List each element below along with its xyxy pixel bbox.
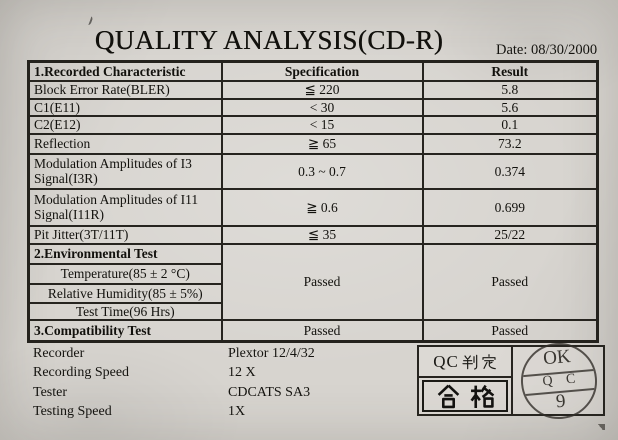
seal-middle-text: Q C (541, 371, 581, 390)
qc-judgement-box (417, 345, 605, 416)
table-row-bler (29, 81, 598, 99)
result-cell: 0.1 (423, 116, 598, 134)
spec-cell: 0.3 ~ 0.7 (222, 154, 423, 189)
equipment-label: Recording Speed (33, 365, 130, 381)
result-cell: 5.6 (423, 99, 598, 116)
table-row-i3-modulation (29, 154, 598, 189)
equipment-value: 1X (228, 404, 246, 420)
qc-label-latin: QC (433, 351, 459, 371)
section-title-environmental: 2.Environmental Test (29, 244, 222, 264)
table-header-row (29, 62, 598, 81)
result-cell: 5.8 (423, 81, 598, 99)
column-header-specification: Specification (222, 62, 423, 81)
table-row-reflection (29, 134, 598, 154)
page-title: QUALITY ANALYSIS(CD-R) (94, 25, 444, 55)
table-section-environmental (29, 244, 598, 264)
result-cell: 73.2 (423, 134, 598, 154)
equipment-label: Recorder (33, 346, 85, 361)
table-row-c1 (29, 99, 598, 116)
result-cell: 0.374 (423, 154, 598, 189)
list-item (33, 383, 315, 402)
section-title-compatibility: 3.Compatibility Test (29, 320, 222, 342)
compatibility-spec-cell: Passed (222, 320, 423, 342)
qc-verdict-cell (419, 378, 511, 414)
spec-cell: < 30 (222, 99, 423, 116)
column-header-result: Result (423, 62, 598, 81)
table-row-c2 (29, 116, 598, 134)
spec-cell: < 15 (222, 116, 423, 134)
equipment-label: Testing Speed (33, 404, 112, 420)
spec-cell: ≧ 65 (222, 134, 423, 154)
spec-cell: ≦ 220 (222, 81, 423, 99)
equipment-info-list (33, 344, 315, 422)
condition-cell: Temperature(85 ± 2 °C) (29, 264, 222, 284)
quality-analysis-table (27, 60, 599, 343)
characteristic-cell: Modulation Amplitudes of I11 Signal(I11R) (29, 189, 222, 226)
characteristic-cell: C2(E12) (29, 116, 222, 134)
equipment-label: Tester (33, 384, 68, 400)
characteristic-cell: Modulation Amplitudes of I3 Signal(I3R) (29, 154, 222, 189)
qc-left-column (419, 347, 513, 414)
column-header-characteristic: 1.Recorded Characteristic (29, 62, 222, 81)
scan-artifact (597, 424, 605, 430)
characteristic-cell: C1(E11) (29, 99, 222, 116)
list-item (33, 402, 315, 421)
qc-seal-cell (513, 347, 603, 414)
list-item (33, 344, 315, 363)
characteristic-cell: Pit Jitter(3T/11T) (29, 226, 222, 244)
characteristic-cell: Block Error Rate(BLER) (29, 81, 222, 99)
kanji-gou-icon (436, 384, 461, 409)
qc-judgement-label (419, 347, 511, 378)
equipment-value: CDCATS SA3 (228, 384, 311, 400)
seal-bottom-text: 9 (555, 390, 567, 413)
characteristic-cell: Reflection (29, 134, 222, 154)
table-section-compatibility (29, 320, 598, 342)
environmental-spec-cell: Passed (222, 244, 423, 320)
condition-cell: Test Time(96 Hrs) (29, 303, 222, 320)
seal-top-text: OK (542, 345, 572, 370)
table-row-pit-jitter (29, 226, 598, 244)
equipment-value: 12 X (228, 365, 256, 381)
list-item (33, 363, 315, 382)
result-cell: 0.699 (423, 189, 598, 226)
spec-cell: ≧ 0.6 (222, 189, 423, 226)
report-date: Date: 08/30/2000 (496, 42, 598, 58)
table-row-i11-modulation (29, 189, 598, 226)
condition-cell: Relative Humidity(85 ± 5%) (29, 284, 222, 303)
spec-cell: ≦ 35 (222, 226, 423, 244)
kanji-kaku-icon (470, 384, 495, 409)
qc-round-seal (518, 340, 600, 422)
qc-verdict-inner-frame (422, 380, 508, 412)
equipment-value: Plextor 12/4/32 (228, 346, 315, 361)
result-cell: 25/22 (423, 226, 598, 244)
compatibility-result-cell: Passed (423, 320, 598, 342)
environmental-result-cell: Passed (423, 244, 598, 320)
kanji-tei-icon (481, 354, 497, 370)
